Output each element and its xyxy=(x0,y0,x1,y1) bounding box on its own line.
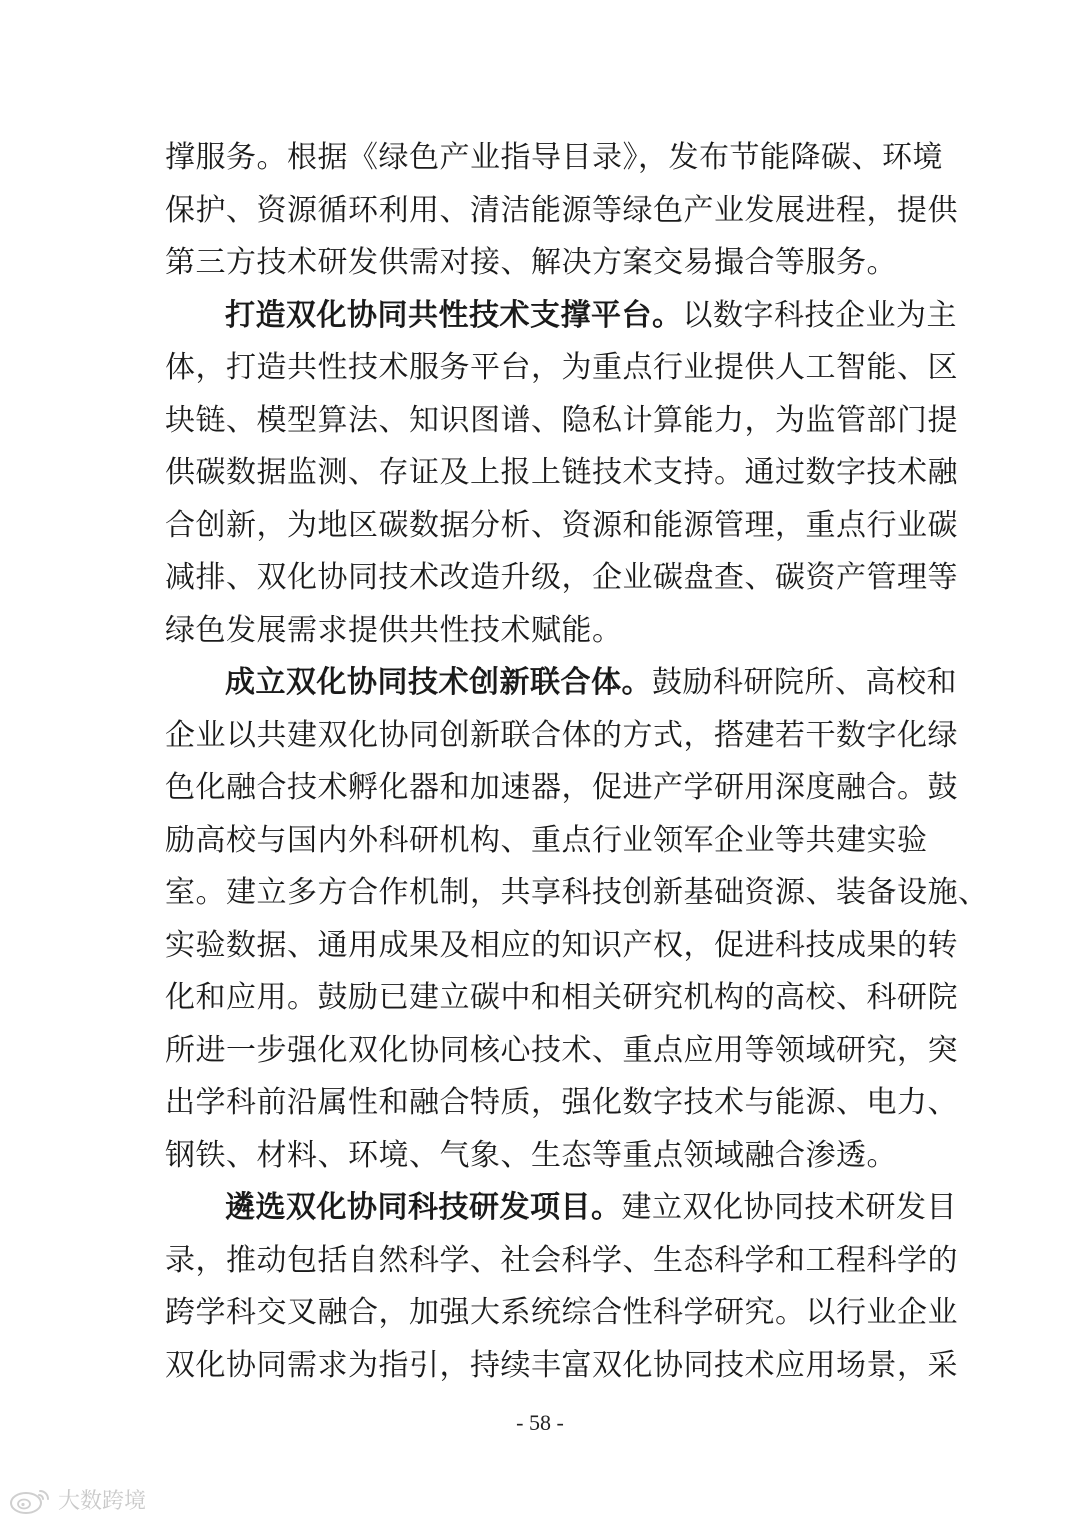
watermark xyxy=(8,1484,146,1515)
body-line: 跨学科交叉融合，加强大系统综合性科学研究。以行业企业 xyxy=(165,1295,958,1330)
section-heading: 打造双化协同共性技术支撑平台。 xyxy=(225,297,683,333)
section-first-line xyxy=(165,657,957,710)
body-line: 企业以共建双化协同创新联合体的方式，搭建若干数字化绿 xyxy=(165,717,958,753)
section-first-line xyxy=(165,290,957,343)
section-text: 鼓励科研院所、高校和 xyxy=(652,665,957,700)
body-line: 励高校与国内外科研机构、重点行业领军企业等共建实验 xyxy=(165,822,928,858)
body-line: 录，推动包括自然科学、社会科学、生态科学和工程科学的 xyxy=(165,1242,958,1278)
body-line: 保护、资源循环利用、清洁能源等绿色产业发展进程，提供 xyxy=(165,192,958,228)
body-line: 双化协同需求为指引，持续丰富双化协同技术应用场景，采 xyxy=(165,1347,958,1383)
body-line: 化和应用。鼓励已建立碳中和相关研究机构的高校、科研院 xyxy=(165,980,958,1015)
body-line: 块链、模型算法、知识图谱、隐私计算能力，为监管部门提 xyxy=(165,402,958,438)
body-text xyxy=(165,132,989,1392)
body-line: 色化融合技术孵化器和加速器，促进产学研用深度融合。鼓 xyxy=(165,770,958,805)
body-line: 室。建立多方合作机制，共享科技创新基础资源、装备设施、 xyxy=(165,875,989,910)
section-heading: 遴选双化协同科技研发项目。 xyxy=(225,1190,622,1225)
body-line: 供碳数据监测、存证及上报上链技术支持。通过数字技术融 xyxy=(165,455,958,490)
body-line: 出学科前沿属性和融合特质，强化数字技术与能源、电力、 xyxy=(165,1085,958,1120)
body-line: 体，打造共性技术服务平台，为重点行业提供人工智能、区 xyxy=(165,350,958,385)
watermark-text: 大数跨境 xyxy=(58,1489,147,1514)
body-line: 合创新，为地区碳数据分析、资源和能源管理，重点行业碳 xyxy=(165,507,958,543)
page-number: - 58 - xyxy=(516,1410,564,1435)
body-line: 钢铁、材料、环境、气象、生态等重点领域融合渗透。 xyxy=(165,1137,897,1173)
body-line: 绿色发展需求提供共性技术赋能。 xyxy=(165,612,623,648)
body-line: 撑服务。根据《绿色产业指导目录》，发布节能降碳、环境 xyxy=(165,140,943,175)
section-text: 以数字科技企业为主 xyxy=(682,297,957,333)
section-heading: 成立双化协同技术创新联合体。 xyxy=(225,665,652,700)
section-first-line xyxy=(165,1182,957,1235)
section-text: 建立双化协同技术研发目 xyxy=(621,1190,957,1225)
body-line: 实验数据、通用成果及相应的知识产权，促进科技成果的转 xyxy=(165,927,958,963)
body-line: 减排、双化协同技术改造升级，企业碳盘查、碳资产管理等 xyxy=(165,560,958,595)
weibo-logo-icon xyxy=(8,1485,52,1515)
body-line: 第三方技术研发供需对接、解决方案交易撮合等服务。 xyxy=(165,245,897,280)
body-line: 所进一步强化双化协同核心技术、重点应用等领域研究，突 xyxy=(165,1032,958,1068)
